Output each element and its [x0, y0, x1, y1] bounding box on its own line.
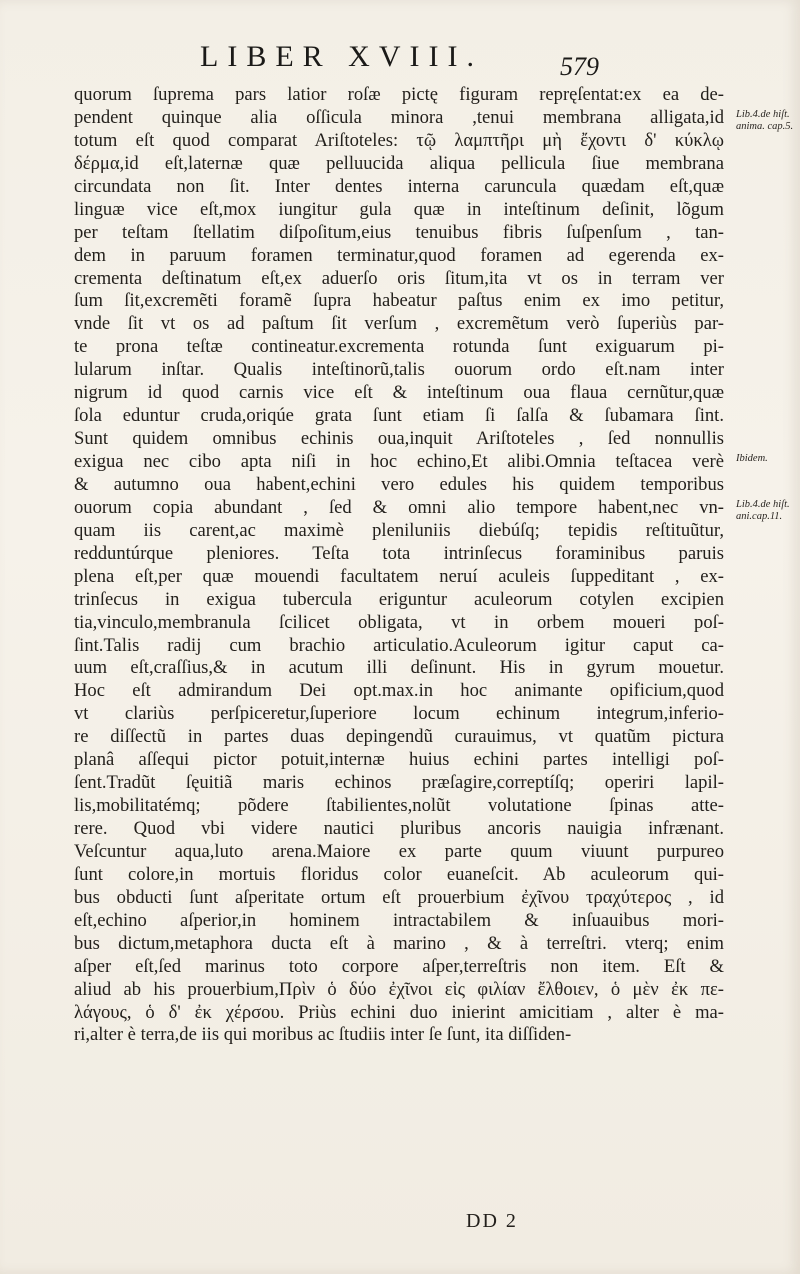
text-line: ſum ſit,excremẽti foramẽ ſupra habeatur paſtus enim ex imo petitur, [74, 290, 724, 312]
margin-note-line: Lib.4.de hiſt. [736, 108, 790, 120]
text-line: Sunt quidem omnibus echinis oua,inquit Ariſtoteles , ſed nonnullis [74, 428, 724, 450]
text-line: per teſtam ſtellatim diſpoſitum,eius tenuibus fibris ſuſpenſum , tan- [74, 221, 724, 243]
text-line: & autumno oua habent,echini vero edules his quidem temporibus [74, 473, 724, 495]
text-line: re diſſectũ in partes duas depingendũ curauimus, vt quatũm pictura [74, 726, 724, 748]
text-line: redduntúrque pleniores. Teſta tota intrinſecus foraminibus paruis [74, 542, 724, 564]
text-line: ſent.Tradũt ſęuitiã maris echinos præſagire,correptíſq; operiri lapil- [74, 772, 724, 794]
text-line: planâ aſſequi pictor potuit,internæ huius echini partes intelligi poſ- [74, 749, 724, 771]
text-line: ſunt colore,in mortuis floridus color euaneſcit. Ab aculeorum qui- [74, 863, 724, 885]
text-line: bus dictum,metaphora ducta eſt à marino , & à terreſtri. vterq; enim [74, 932, 724, 954]
text-line: lis,mobilitatémq; põdere ſtabilientes,nolũt volutatione ſpinas atte- [74, 795, 724, 817]
text-line: Hoc eſt admirandum Dei opt.max.in hoc animante opificium,quod [74, 680, 724, 702]
text-line: eſt,echino aſperior,in hominem intractabilem & inſuauibus mori- [74, 909, 724, 931]
text-line: λάγους, ὁ δ' ἐκ χέρσου. Priùs echini duo inierint amicitiam , alter è ma- [74, 1001, 724, 1023]
text-line: lularum inſtar. Qualis inteſtinorũ,talis ouorum ordo eſt.nam inter [74, 359, 724, 381]
margin-note-line: anima. cap.5. [736, 120, 794, 132]
margin-note-line: Ibidem. [736, 453, 768, 465]
text-line: crementa deſtinatum eſt,ex aduerſo oris ſitum,ita vt os in terram ver [74, 267, 724, 289]
text-line: Veſcuntur aqua,luto arena.Maiore ex parte quum viuunt purpureo [74, 840, 724, 862]
text-line: dem in paruum foramen terminatur,quod foramen ad egerenda ex- [74, 244, 724, 266]
text-line: exigua nec cibo apta niſi in hoc echino,Et alibi.Omnia teſtacea verè [74, 451, 724, 472]
text-line: pendent quinque alia oſſicula minora ,tenui membrana alligata,id [74, 106, 724, 128]
text-line: nigrum id quod carnis vice eſt & inteſtinum oua flaua cernũtur,quæ [74, 382, 724, 404]
margin-note [736, 109, 798, 133]
text-line: linguæ vice eſt,mox iungitur gula quæ in inteſtinum deſinit, lõgum [74, 198, 724, 220]
margin-note-line: ani.cap.11. [736, 511, 783, 523]
text-line: ri,alter è terra,de iis qui moribus ac ſtudiis inter ſe ſunt, ita diſſiden- [74, 1024, 572, 1046]
text-line: δέρμα,id eſt,laternæ quæ pelluucida aliqua pellicula ſiue membrana [74, 152, 724, 174]
text-line: ouorum copia abundant , ſed & omni alio tempore habent,nec vn- [74, 496, 724, 518]
text-line: ſint.Talis radij cum brachio articulatio.Aculeorum igitur caput ca- [74, 634, 724, 656]
text-line: vnde ſit vt os ad paſtum ſit verſum , excremẽtum verò ſuperiùs par- [74, 313, 724, 335]
text-line: ſola eduntur cruda,oriqúe grata ſunt etiam ſi ſalſa & ſubamara ſint. [74, 405, 724, 427]
running-title: LIBER XVIII. [200, 40, 483, 73]
text-line: totum eſt quod comparat Ariſtoteles: τῷ λαμπτῆρι μὴ ἔχοντι δ' κύκλῳ [74, 129, 724, 151]
text-line: te prona teſtæ contineatur.excrementa rotunda ſunt exiguarum pi- [74, 336, 724, 358]
text-line: tia,vinculo,membranula ſcilicet obligata, vt in orbem moueri poſ- [74, 611, 724, 633]
body-text [74, 84, 724, 1047]
text-line: vt clariùs perſpiceretur,ſuperiore locum echinum integrum,inferio- [74, 703, 724, 725]
signature-mark: DD 2 [466, 1210, 518, 1232]
text-line: bus obducti ſunt aſperitate ortum eſt prouerbium ἐχῖνου τραχύτερος , id [74, 886, 724, 908]
margin-note-line: Lib.4.de hiſt. [736, 499, 790, 511]
text-line: quorum ſuprema pars latior roſæ pictę figuram repręſentat:ex ea de- [74, 84, 724, 105]
running-head [0, 40, 800, 80]
text-line: trinſecus in exigua tubercula eriguntur aculeorum cotylen excipien [74, 588, 724, 610]
text-line: aſper eſt,ſed marinus toto corpore aſper,terreſtris non item. Eſt & [74, 955, 724, 977]
text-line: circundata non ſit. Inter dentes interna caruncula quædam eſt,quæ [74, 175, 724, 197]
margin-note [736, 499, 798, 523]
text-line: rere. Quod vbi videre nautici pluribus ancoris nauigia infrænant. [74, 818, 724, 839]
text-line: aliud ab his prouerbium,Πρὶν ὁ δύο ἐχῖνοι εἰς φιλίαν ἔλθοιεν, ὁ μὲν ἐκ πε- [74, 978, 724, 1000]
text-line: quam iis carent,ac maximè pleniluniis diebúſq; tepidis reſtituũtur, [74, 519, 724, 541]
page-number: 579 [560, 52, 599, 81]
text-line: plena eſt,per quæ mouendi facultatem neruí aculeis ſuppeditant , ex- [74, 565, 724, 587]
margin-note [736, 453, 798, 465]
text-line: uum eſt,craſſius,& in acutum illi deſinunt. His in gyrum mouetur. [74, 657, 724, 679]
